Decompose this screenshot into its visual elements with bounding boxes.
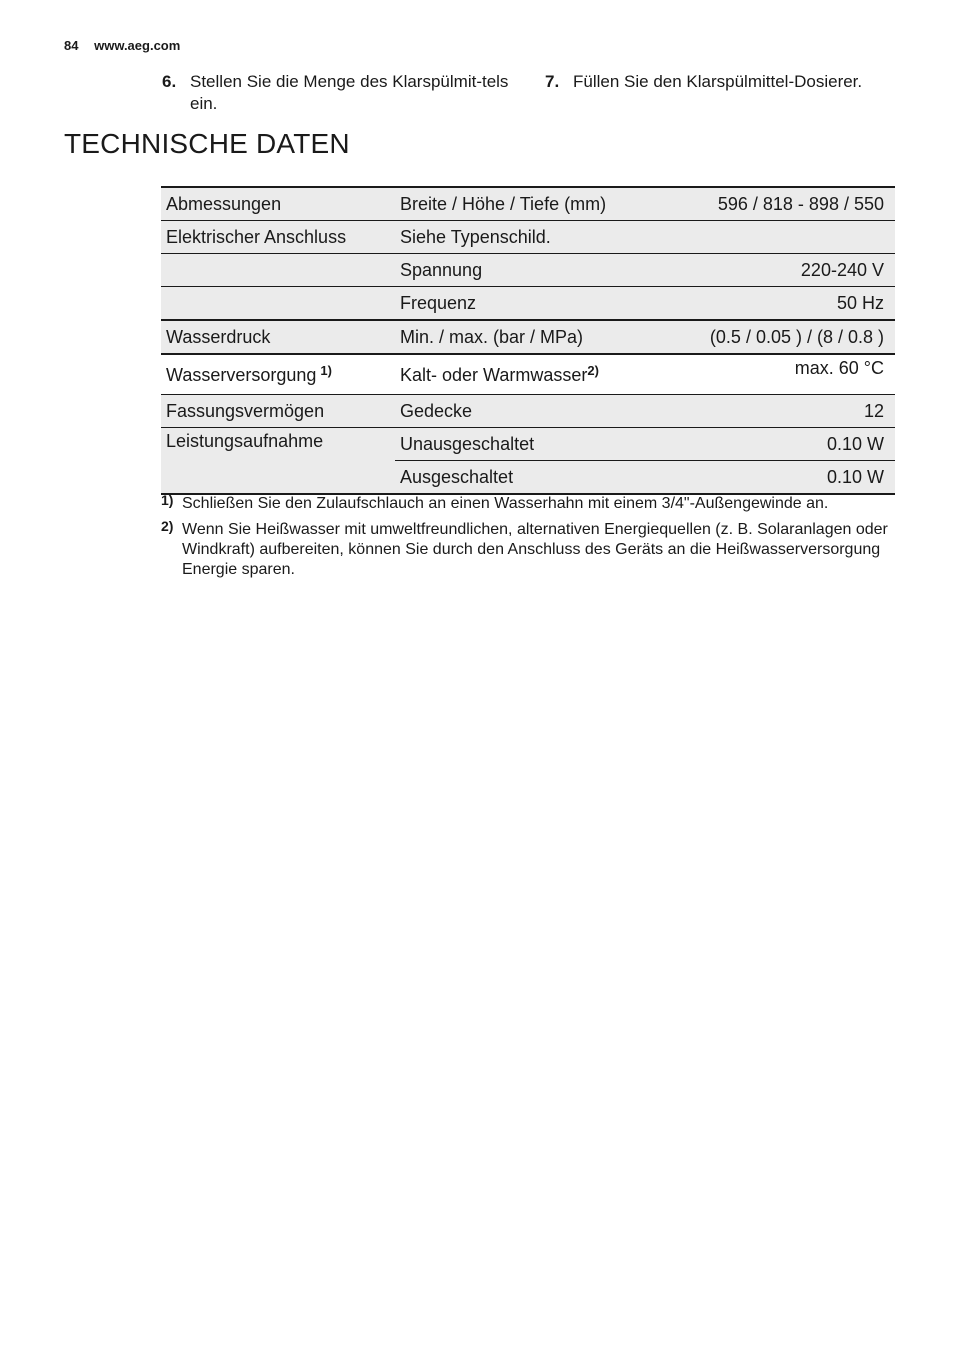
table-row [161,187,895,221]
row-value: 220-240 V [671,254,895,287]
row-label [161,254,395,287]
site-url: www.aeg.com [94,38,181,53]
footnote-text: Schließen Sie den Zulaufschlauch an einen Wasserhahn mit einem 3/4"-Außengewinde an. [182,495,829,512]
page-header [64,38,180,53]
section-title: TECHNISCHE DATEN [64,128,350,159]
step-text: Stellen Sie die Menge des Klarspülmit-tels ein. [190,72,509,113]
row-parameter-text: Kalt- oder Warmwasser [400,365,588,385]
row-label: Elektrischer Anschluss [161,221,395,254]
row-value: 50 Hz [671,287,895,321]
row-label [161,287,395,321]
table-row [161,221,895,254]
technical-data-table [161,186,895,495]
row-value: 0.10 W [671,461,895,495]
row-parameter [395,354,671,395]
table-row [161,395,895,428]
footnote-mark: 1) [161,492,174,508]
table-row [161,287,895,321]
footnote-1 [161,494,901,514]
row-value: 0.10 W [671,428,895,461]
row-parameter: Frequenz [395,287,671,321]
row-label-text: Wasserversorgung [166,365,317,385]
footnote-ref: 2) [587,363,599,378]
step-7 [545,71,905,93]
step-6 [162,71,517,115]
row-value: 596 / 818 - 898 / 550 [671,187,895,221]
row-value [671,221,895,254]
row-parameter: Spannung [395,254,671,287]
footnote-text: Wenn Sie Heißwasser mit umweltfreundlichen, alternativen Energiequellen (z. B. Solaranlagen oder Windkraft) aufbereiten, können Sie durch den Anschluss des Geräts an die Heißwasserversorgung Energie sparen. [182,521,888,578]
step-text: Füllen Sie den Klarspülmittel-Dosierer. [573,72,863,91]
row-parameter: Unausgeschaltet [395,428,671,461]
table-row [161,320,895,354]
page-number: 84 [64,38,79,53]
row-label: Fassungsvermögen [161,395,395,428]
row-parameter: Gedecke [395,395,671,428]
table-row [161,428,895,461]
footnote-ref: 1) [320,363,332,378]
row-parameter: Min. / max. (bar / MPa) [395,320,671,354]
table-row [161,354,895,395]
table-row [161,254,895,287]
row-parameter: Breite / Höhe / Tiefe (mm) [395,187,671,221]
row-label: Wasserdruck [161,320,395,354]
footnotes [161,494,901,586]
row-value: 12 [671,395,895,428]
row-parameter: Siehe Typenschild. [395,221,671,254]
row-label [161,354,395,395]
row-value: max. 60 °C [671,354,895,395]
footnote-mark: 2) [161,518,174,534]
step-number: 7. [545,72,560,91]
row-label: Leistungsaufnahme [161,428,395,495]
footnote-2 [161,520,901,580]
step-number: 6. [162,72,177,91]
row-value: (0.5 / 0.05 ) / (8 / 0.8 ) [671,320,895,354]
row-label: Abmessungen [161,187,395,221]
row-parameter: Ausgeschaltet [395,461,671,495]
